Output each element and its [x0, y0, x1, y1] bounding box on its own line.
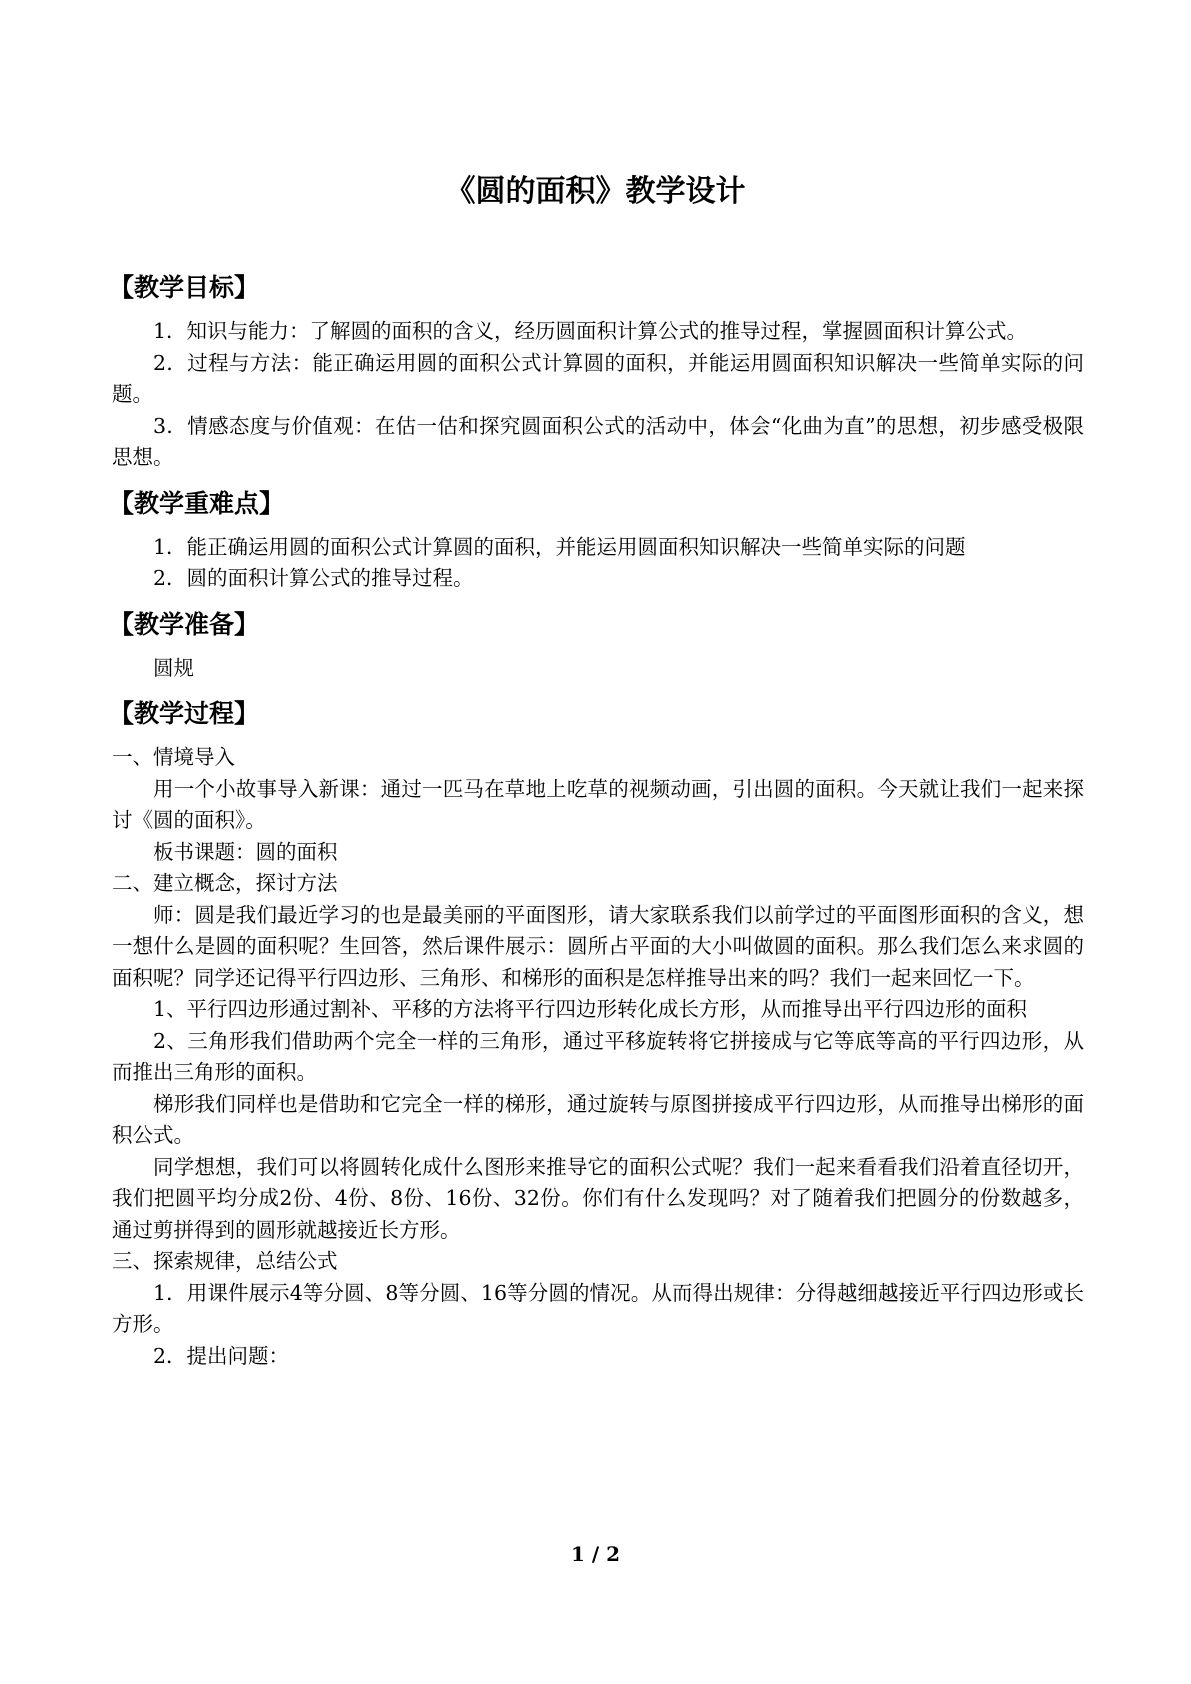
process-part1-item-2: 板书课题：圆的面积 [153, 839, 338, 864]
process-part1-item-1: 用一个小故事导入新课：通过一匹马在草地上吃草的视频动画，引出圆的面积。今天就让我们一起来探讨《圆的面积》。 [112, 776, 1084, 832]
section-heading-key-points: 【教学重难点】 [109, 488, 285, 518]
process-part2-item-5: 同学想想，我们可以将圆转化成什么图形来推导它的面积公式呢？我们一起来看看我们沿着直径切开，我们把圆平均分成2份、4份、8份、16份、32份。你们有什么发现吗？对了随着我们把圆分的份数越多，通过剪拼得到的圆形就越接近长方形。 [112, 1154, 1084, 1242]
process-part2-title: 二、建立概念，探讨方法 [112, 871, 338, 895]
preparation-item-1: 圆规 [153, 655, 194, 680]
objective-item-2: 2．过程与方法：能正确运用圆的面积公式计算圆的面积，并能运用圆面积知识解决一些简单实际的问题。 [112, 350, 1084, 406]
page-number: 1 / 2 [570, 1542, 621, 1566]
key-point-item-2: 2．圆的面积计算公式的推导过程。 [153, 566, 474, 590]
process-part3-title: 三、探索规律，总结公式 [112, 1249, 338, 1273]
process-part2-item-2: 1、平行四边形通过割补、平移的方法将平行四边形转化成长方形，从而推导出平行四边形的面积 [153, 997, 1028, 1021]
section-heading-preparation: 【教学准备】 [109, 609, 260, 639]
process-part3-item-2: 2．提出问题： [153, 1343, 290, 1368]
objective-item-1: 1．知识与能力：了解圆的面积的含义，经历圆面积计算公式的推导过程，掌握圆面积计算公式。 [153, 319, 1028, 343]
process-part2-item-3: 2、三角形我们借助两个完全一样的三角形，通过平移旋转将它拼接成与它等底等高的平行四边形，从而推出三角形的面积。 [112, 1028, 1084, 1084]
document-body [109, 270, 1084, 1372]
key-point-item-1: 1．能正确运用圆的面积公式计算圆的面积，并能运用圆面积知识解决一些简单实际的问题 [153, 534, 966, 559]
document-title: 《圆的面积》教学设计 [445, 174, 746, 209]
process-part2-item-4: 梯形我们同样也是借助和它完全一样的梯形，通过旋转与原图拼接成平行四边形，从而推导出梯形的面积公式。 [112, 1091, 1084, 1147]
process-part1-title: 一、情境导入 [112, 745, 235, 769]
process-part2-item-1: 师：圆是我们最近学习的也是最美丽的平面图形，请大家联系我们以前学过的平面图形面积的含义，想一想什么是圆的面积呢？生回答，然后课件展示：圆所占平面的大小叫做圆的面积。那么我们怎么来求圆的面积呢？同学还记得平行四边形、三角形、和梯形的面积是怎样推导出来的吗？我们一起来回忆一下。 [112, 902, 1084, 990]
section-heading-objectives: 【教学目标】 [109, 273, 260, 302]
section-heading-process: 【教学过程】 [109, 699, 260, 728]
objective-item-3: 3．情感态度与价值观：在估一估和探究圆面积公式的活动中，体会“化曲为直”的思想，初步感受极限思想。 [112, 413, 1084, 469]
process-part3-item-1: 1．用课件展示4等分圆、8等分圆、16等分圆的情况。从而得出规律：分得越细越接近平行四边形或长方形。 [112, 1280, 1084, 1336]
